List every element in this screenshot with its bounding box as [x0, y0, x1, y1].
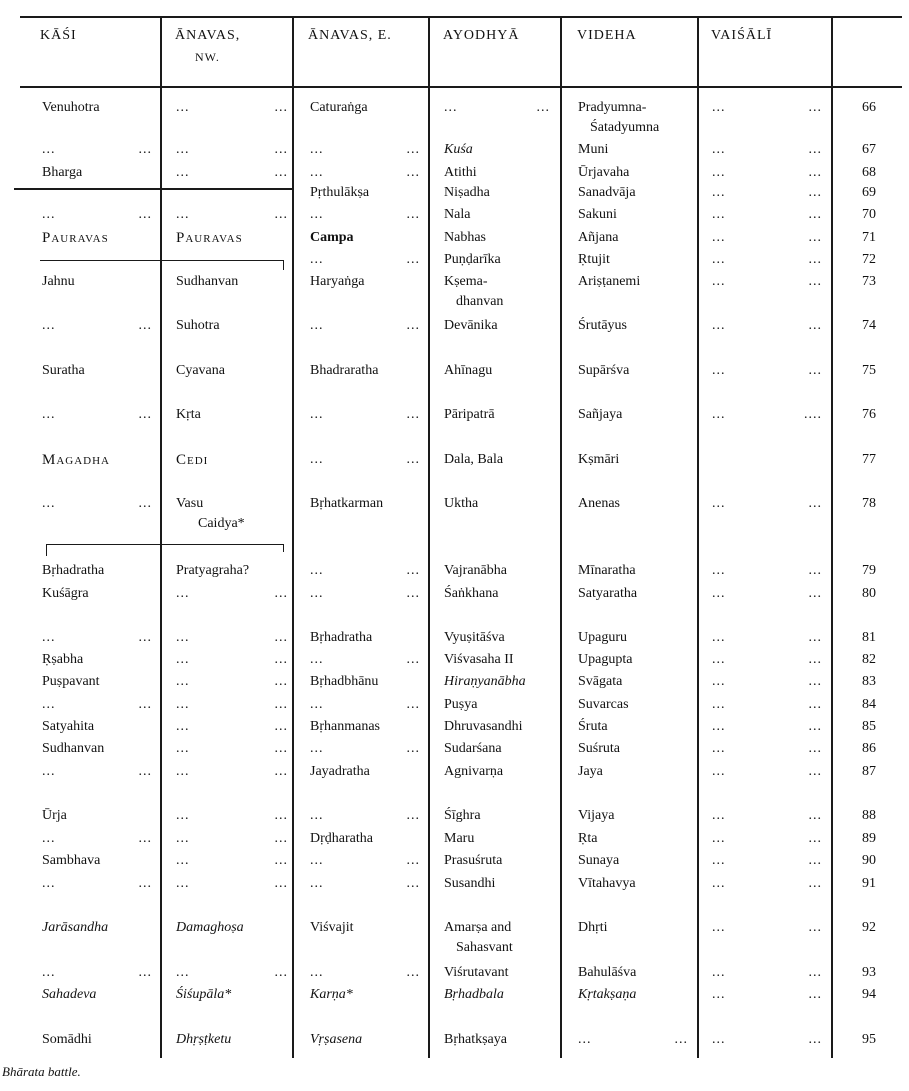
table-cell: ... ... [712, 274, 822, 289]
table-cell: Suśruta [578, 741, 620, 756]
header-top-rule [20, 16, 902, 18]
table-cell: ... ... [176, 697, 288, 712]
table-cell: ... ... [310, 142, 420, 157]
generation-number: 70 [862, 207, 876, 222]
generation-number: 95 [862, 1032, 876, 1047]
table-cell: Kuśa [444, 142, 473, 157]
table-cell: ... ... [310, 741, 420, 756]
partition-line [40, 260, 284, 261]
table-cell: ... ... [176, 652, 288, 667]
column-rule [831, 18, 833, 1058]
generation-number: 87 [862, 764, 876, 779]
table-cell: Vītahavya [578, 876, 636, 891]
table-cell: Śaṅkhana [444, 586, 499, 601]
table-cell: ... ... [712, 252, 822, 267]
table-cell: ... ... [444, 100, 550, 115]
table-cell: ... ... [712, 1032, 822, 1047]
table-cell: Prasuśruta [444, 853, 503, 868]
table-cell: Jaya [578, 764, 603, 779]
generation-number: 84 [862, 697, 876, 712]
generation-number: 77 [862, 452, 876, 467]
table-cell: Bṛhatkarman [310, 496, 384, 511]
table-cell: ... ... [712, 741, 822, 756]
table-cell: ... ... [712, 496, 822, 511]
table-cell: ... ... [712, 831, 822, 846]
table-cell: Pauravas [42, 230, 109, 246]
table-cell: Sañjaya [578, 407, 623, 422]
table-cell: Bhadraratha [310, 363, 379, 378]
table-cell: Śrutāyus [578, 318, 627, 333]
table-cell: Svāgata [578, 674, 623, 689]
table-cell: ... ... [176, 630, 288, 645]
partition-line [46, 544, 284, 545]
table-cell: ... ... [310, 207, 420, 222]
table-cell: Atithi [444, 165, 477, 180]
header-anavas-nw-line2: NW. [195, 50, 220, 64]
generation-number: 83 [862, 674, 876, 689]
table-cell: Bṛhadratha [42, 563, 105, 578]
table-cell: Pradyumna- [578, 100, 647, 115]
table-cell: Dhruvasandhi [444, 719, 523, 734]
table-cell: Bṛhadbala [444, 987, 504, 1002]
generation-number: 80 [862, 586, 876, 601]
header-anavas-nw: ĀNAVAS, [175, 28, 241, 43]
table-cell: Dṛḍharatha [310, 831, 373, 846]
generation-number: 78 [862, 496, 876, 511]
table-cell: ... ... [712, 318, 822, 333]
table-cell: Upaguru [578, 630, 627, 645]
table-cell: Ūrja [42, 808, 67, 823]
table-cell: ... ... [310, 407, 420, 422]
table-cell: Jayadratha [310, 764, 370, 779]
generation-number: 73 [862, 274, 876, 289]
table-cell: ... ... [712, 876, 822, 891]
table-cell: ... ... [176, 165, 288, 180]
table-cell: Pauravas [176, 230, 243, 246]
table-cell: Śruta [578, 719, 608, 734]
table-cell: Hiraṇyanābha [444, 674, 526, 689]
table-cell-continued: Caidya* [198, 516, 245, 531]
table-cell: ... ... [176, 142, 288, 157]
table-cell: ... ... [712, 920, 822, 935]
column-rule [160, 18, 162, 1058]
table-cell: Vyuṣitāśva [444, 630, 505, 645]
table-cell: ... ... [310, 452, 420, 467]
table-cell: Sanadvāja [578, 185, 636, 200]
header-vaisali: VAIŚĀLĪ [711, 28, 773, 43]
table-cell: Bṛhadratha [310, 630, 373, 645]
table-cell: ... ... [310, 563, 420, 578]
table-cell: Pṛthulākṣa [310, 185, 370, 200]
table-cell: ... ... [310, 697, 420, 712]
table-cell: ... ... [42, 697, 152, 712]
table-cell: ... ... [176, 100, 288, 115]
table-cell: ... ... [42, 207, 152, 222]
table-cell: ... ... [176, 741, 288, 756]
table-cell: ... ... [42, 831, 152, 846]
table-cell: Ahīnagu [444, 363, 493, 378]
table-cell: Añjana [578, 230, 619, 245]
table-cell: ... ... [712, 719, 822, 734]
table-cell: Susandhi [444, 876, 496, 891]
header-videha: VIDEHA [577, 28, 637, 43]
table-cell: ... ... [712, 363, 822, 378]
table-cell: Viśvasaha II [444, 652, 514, 667]
table-cell: Agnivarṇa [444, 764, 504, 779]
table-cell: Jahnu [42, 274, 75, 289]
table-cell: ... ... [310, 808, 420, 823]
table-cell: Sunaya [578, 853, 620, 868]
table-cell: Kṣmāri [578, 452, 620, 467]
table-cell: Suratha [42, 363, 85, 378]
table-cell: Ariṣṭanemi [578, 274, 641, 289]
table-cell: ... ... [176, 808, 288, 823]
table-cell: Uktha [444, 496, 479, 511]
table-cell: Sudhanvan [42, 741, 105, 756]
table-cell: Haryaṅga [310, 274, 365, 289]
generation-number: 69 [862, 185, 876, 200]
table-cell: ... ... [42, 764, 152, 779]
table-cell: Upagupta [578, 652, 633, 667]
generation-number: 71 [862, 230, 876, 245]
table-cell: Pāripatrā [444, 407, 495, 422]
table-cell-continued: dhanvan [456, 294, 504, 309]
table-cell: Suvarcas [578, 697, 629, 712]
generation-number: 90 [862, 853, 876, 868]
table-cell: Mīnaratha [578, 563, 636, 578]
table-cell: Sakuni [578, 207, 617, 222]
table-cell: ... ... [176, 674, 288, 689]
column-rule [697, 18, 699, 1058]
table-cell: Ṛtujit [578, 252, 610, 267]
table-cell: ... ... [712, 674, 822, 689]
table-cell: Venuhotra [42, 100, 100, 115]
table-cell: ... .... [712, 407, 822, 422]
table-cell: Puṇḍarīka [444, 252, 501, 267]
generation-number: 88 [862, 808, 876, 823]
header-bottom-rule [20, 86, 902, 88]
table-cell: Viśrutavant [444, 965, 509, 980]
table-cell: Bṛhadbhānu [310, 674, 379, 689]
table-cell: Supārśva [578, 363, 630, 378]
partition-tick [283, 544, 284, 552]
table-cell: Anenas [578, 496, 620, 511]
table-cell: Ṛta [578, 831, 598, 846]
table-cell: Kṣema- [444, 274, 488, 289]
table-cell: Campa [310, 230, 354, 245]
generation-number: 79 [862, 563, 876, 578]
table-cell: ... ... [310, 586, 420, 601]
table-cell: Vṛṣasena [310, 1032, 363, 1047]
table-cell: ... ... [310, 318, 420, 333]
generation-number: 75 [862, 363, 876, 378]
table-cell: Dhṛti [578, 920, 608, 935]
table-cell: Bharga [42, 165, 83, 180]
table-cell: ... ... [578, 1032, 688, 1047]
table-cell: ... ... [176, 831, 288, 846]
table-cell: Sudhanvan [176, 274, 239, 289]
table-cell: Damaghoṣa [176, 920, 244, 935]
generation-number: 92 [862, 920, 876, 935]
generation-number: 68 [862, 165, 876, 180]
table-cell: ... ... [712, 987, 822, 1002]
generation-number: 72 [862, 252, 876, 267]
table-cell: Nala [444, 207, 471, 222]
table-cell: ... ... [712, 808, 822, 823]
table-cell: ... ... [712, 764, 822, 779]
table-cell: Muni [578, 142, 609, 157]
table-cell: Cedi [176, 452, 209, 468]
column-rule [560, 18, 562, 1058]
generation-number: 86 [862, 741, 876, 756]
table-cell: Caturaṅga [310, 100, 368, 115]
table-cell: Ṛṣabha [42, 652, 84, 667]
table-cell: ... ... [176, 876, 288, 891]
table-cell: Maru [444, 831, 475, 846]
table-cell: Vajranābha [444, 563, 507, 578]
table-cell-continued: Sahasvant [456, 940, 513, 955]
column-rule [292, 18, 294, 1058]
table-cell: ... ... [42, 965, 152, 980]
table-cell: Sambhava [42, 853, 101, 868]
table-cell: Śiśupāla* [176, 987, 232, 1002]
table-cell: Devānika [444, 318, 498, 333]
table-cell: Cyavana [176, 363, 225, 378]
table-cell: Bahulāśva [578, 965, 637, 980]
table-cell: Niṣadha [444, 185, 490, 200]
table-cell-continued: Śatadyumna [590, 120, 660, 135]
generation-number: 93 [862, 965, 876, 980]
table-cell: ... ... [712, 230, 822, 245]
table-cell: ... ... [310, 165, 420, 180]
table-cell: ... ... [712, 142, 822, 157]
generation-number: 91 [862, 876, 876, 891]
generation-number: 66 [862, 100, 876, 115]
table-cell: Kṛtakṣaṇa [578, 987, 637, 1002]
table-cell: Amarṣa and [444, 920, 512, 935]
table-cell: ... ... [712, 207, 822, 222]
partition-tick [283, 260, 284, 270]
generation-number: 85 [862, 719, 876, 734]
table-cell: Śīghra [444, 808, 481, 823]
table-cell: ... ... [712, 853, 822, 868]
table-cell: Somādhi [42, 1032, 92, 1047]
table-cell: Nabhas [444, 230, 486, 245]
generation-number: 67 [862, 142, 876, 157]
table-cell: ... ... [712, 100, 822, 115]
partition-tick [46, 544, 47, 556]
table-cell: ... ... [310, 652, 420, 667]
generation-number: 74 [862, 318, 876, 333]
table-cell: Kuśāgra [42, 586, 89, 601]
table-cell: Sudarśana [444, 741, 502, 756]
table-cell: Vasu [176, 496, 204, 511]
header-kasi: KĀŚI [40, 28, 77, 43]
table-cell: Dala, Bala [444, 452, 504, 467]
table-cell: ... ... [42, 318, 152, 333]
generation-number: 76 [862, 407, 876, 422]
table-cell: ... ... [712, 965, 822, 980]
table-cell: ... ... [176, 719, 288, 734]
table-cell: Puṣpavant [42, 674, 100, 689]
table-cell: ... ... [42, 496, 152, 511]
table-cell: Viśvajit [310, 920, 354, 935]
table-cell: Pratyagraha? [176, 563, 250, 578]
table-cell: Ūrjavaha [578, 165, 630, 180]
table-cell: ... ... [176, 586, 288, 601]
table-cell: Kṛta [176, 407, 201, 422]
table-cell: Puṣya [444, 697, 478, 712]
table-cell: Satyaratha [578, 586, 638, 601]
table-cell: Suhotra [176, 318, 220, 333]
table-cell: ... ... [310, 252, 420, 267]
table-cell: Karṇa* [310, 987, 353, 1002]
table-cell: Bṛhanmanas [310, 719, 380, 734]
table-cell: ... ... [42, 142, 152, 157]
table-cell: Jarāsandha [42, 920, 109, 935]
table-cell: ... ... [42, 630, 152, 645]
generation-number: 82 [862, 652, 876, 667]
table-cell: Satyahita [42, 719, 95, 734]
header-anavas-e: ĀNAVAS, E. [308, 28, 392, 43]
footnote: Bhārata battle. [2, 1064, 81, 1079]
table-cell: ... ... [42, 876, 152, 891]
table-cell: ... ... [310, 876, 420, 891]
table-cell: Vijaya [578, 808, 615, 823]
table-cell: ... ... [712, 652, 822, 667]
table-cell: ... ... [712, 563, 822, 578]
table-cell: Magadha [42, 452, 111, 468]
table-cell: ... ... [42, 407, 152, 422]
generation-number: 81 [862, 630, 876, 645]
table-cell: ... ... [712, 586, 822, 601]
table-cell: Bṛhatkṣaya [444, 1032, 507, 1047]
table-cell: ... ... [310, 965, 420, 980]
table-cell: Sahadeva [42, 987, 97, 1002]
generation-number: 94 [862, 987, 876, 1002]
table-cell: Dhṛṣṭketu [176, 1032, 232, 1047]
column-rule [428, 18, 430, 1058]
table-cell: ... ... [712, 185, 822, 200]
table-cell: ... ... [176, 207, 288, 222]
header-ayodhya: AYODHYĀ [443, 28, 520, 43]
table-cell: ... ... [176, 965, 288, 980]
generation-number: 89 [862, 831, 876, 846]
table-cell: ... ... [712, 697, 822, 712]
table-cell: ... ... [310, 853, 420, 868]
table-cell: ... ... [712, 165, 822, 180]
table-cell: ... ... [176, 853, 288, 868]
partition-line [14, 188, 292, 190]
table-cell: ... ... [176, 764, 288, 779]
table-cell: ... ... [712, 630, 822, 645]
